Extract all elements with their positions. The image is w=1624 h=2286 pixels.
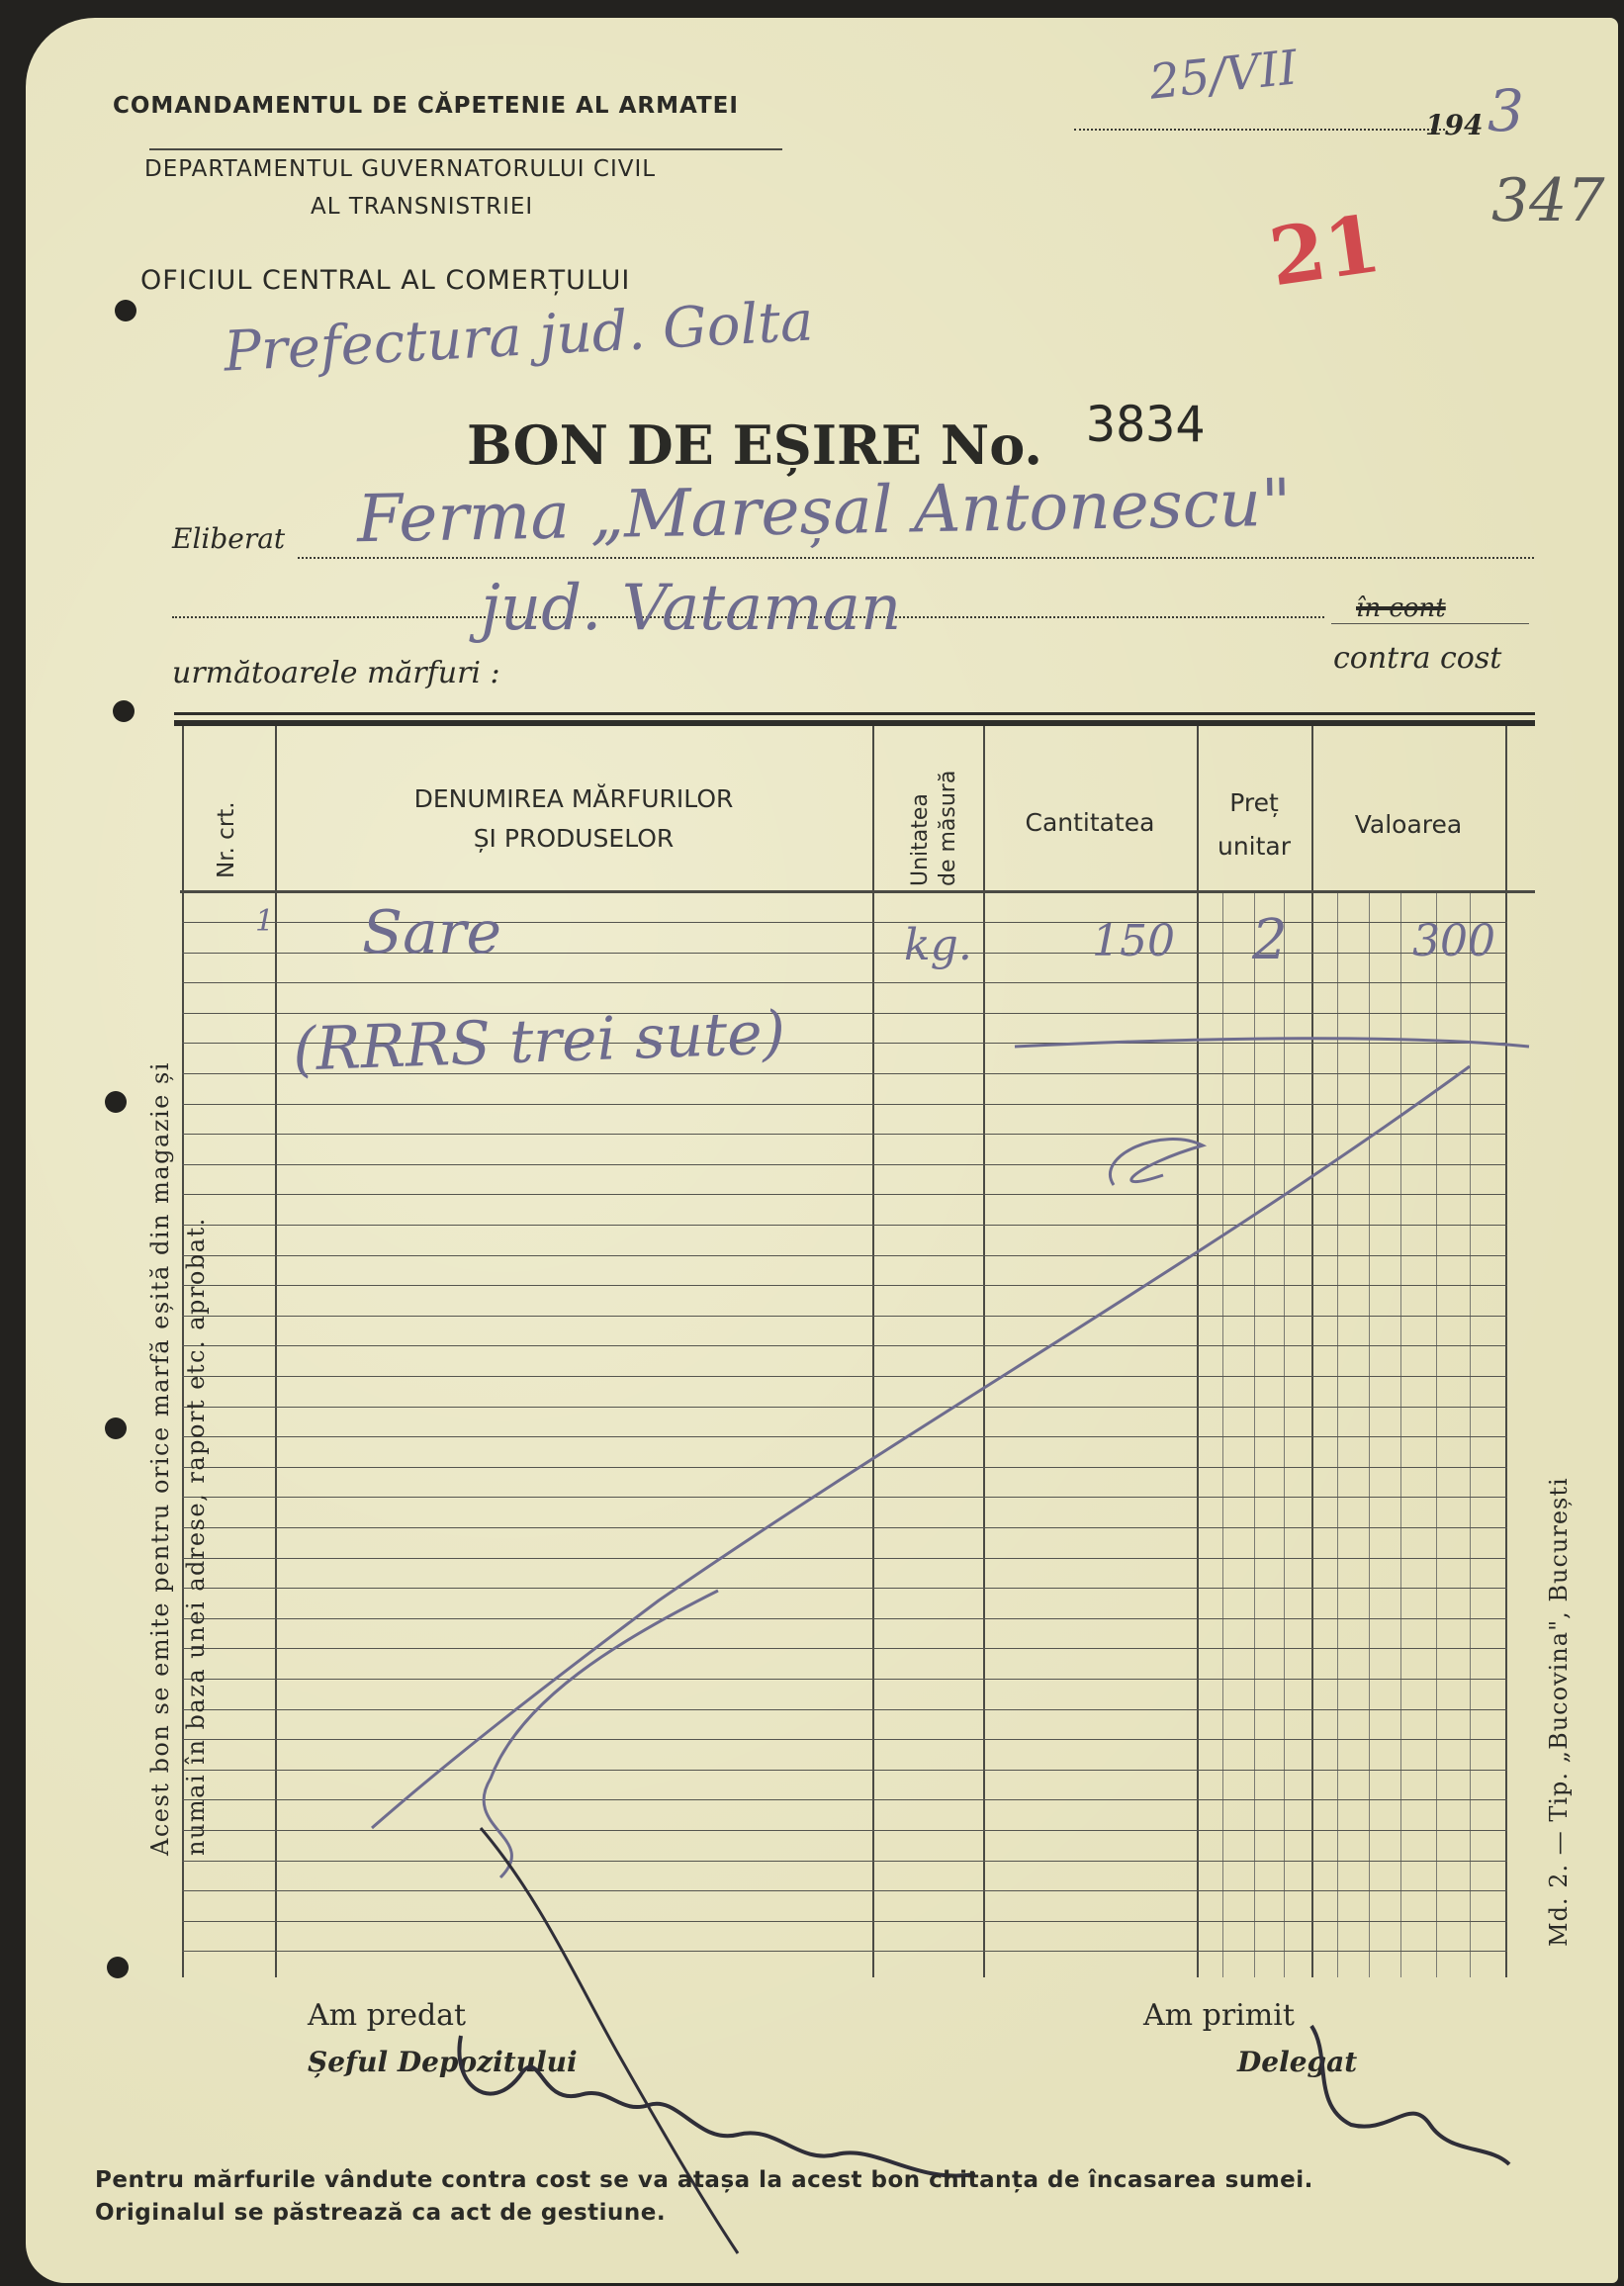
table-row-line [182,1861,1507,1862]
sign-right-2: Delegat [1237,2046,1358,2078]
header-line-2: DEPARTAMENTUL GUVERNATORULUI CIVIL [144,156,657,182]
sub-col-line [1254,893,1255,1977]
table-row-line [182,1890,1507,1891]
document-page [26,18,1618,2283]
document-title: BON DE EȘIRE No. [467,413,1043,477]
table-row-line [182,982,1507,983]
table-row-line [182,1104,1507,1105]
table-row-line [182,1830,1507,1831]
sign-left-1: Am predat [308,1998,467,2033]
header-line-3: AL TRANSNISTRIEI [311,194,534,220]
header-denumire-2: ȘI PRODUSELOR [473,824,675,853]
sub-col-line [1369,893,1370,1977]
issued-value-1: Ferma „Mareșal Antonescu" [356,464,1293,558]
row-1-cantitate: 150 [1092,916,1175,966]
header-pret-1: Preț [1229,788,1279,817]
footer-line-2: Originalul se păstrează ca act de gestiune. [95,2200,667,2226]
table-row-line [182,1648,1507,1649]
issued-value-2: jud. Vataman [481,572,902,645]
table-row-line [182,1799,1507,1800]
table-top-rule-2 [174,720,1535,726]
issued-dotted-line [298,557,1534,559]
contra-cost-label: contra cost [1333,641,1502,676]
sub-col-line [1284,893,1285,1977]
table-row-line [182,1921,1507,1922]
document-number: 3834 [1086,396,1206,453]
table-row-line [182,1164,1507,1165]
table-row-line [182,1194,1507,1195]
in-cont-label: în cont [1356,594,1446,623]
table-row-line [182,1951,1507,1952]
row-1-pret: 2 [1252,908,1288,972]
col-line [872,726,874,1977]
header-cantitate: Cantitatea [1025,808,1155,837]
year-handwritten: 3 [1488,77,1524,144]
table-row-line [182,1497,1507,1498]
printer-note: Md. 2. — Tip. „Bucovina", București [1545,1477,1573,1947]
table-row-line [182,1225,1507,1226]
table-row-line [182,1679,1507,1680]
table-row-line [182,1588,1507,1589]
in-cont-rule [1331,623,1529,624]
sign-right-1: Am primit [1143,1998,1295,2033]
header-unitate-2: de măsură [936,770,960,886]
date-dotted-line [1074,129,1445,131]
table-row-line [182,1618,1507,1619]
table-row-line [182,1285,1507,1286]
punch-hole [105,1417,127,1439]
header-valoare: Valoarea [1354,810,1463,839]
sub-col-line [1400,893,1401,1977]
table-row-line [182,1255,1507,1256]
table-row-line [182,1770,1507,1771]
punch-hole [115,300,136,321]
sub-col-line [1337,893,1338,1977]
header-unitate-1: Unitatea [908,793,933,886]
header-rule [149,148,782,150]
sign-left-2: Șeful Depozitului [308,2046,578,2078]
header-denumire-1: DENUMIREA MĂRFURILOR [413,784,734,813]
row-1-nr: 1 [255,904,275,939]
row-1-unitate: kg. [904,920,972,970]
punch-hole [113,700,135,722]
row-1-denumire: Sare [362,898,502,967]
punch-hole [105,1091,127,1113]
issued-label: Eliberat [172,522,286,555]
row-1-valoare: 300 [1412,916,1495,966]
col-line [1197,726,1199,1977]
punch-hole [107,1957,129,1978]
table-row-line [182,1376,1507,1377]
col-line [983,726,985,1977]
table-row-line [182,1345,1507,1346]
pencil-number: 347 [1491,166,1605,235]
table-row-line [182,1527,1507,1528]
header-nr: Nr. crt. [214,801,239,878]
red-number: 21 [1264,196,1387,305]
table-row-line [182,1134,1507,1135]
header-line-4: OFICIUL CENTRAL AL COMERȚULUI [140,265,631,296]
header-line-1: COMANDAMENTUL DE CĂPETENIE AL ARMATEI [113,93,739,119]
goods-label: următoarele mărfuri : [172,656,500,690]
table-row-line [182,1316,1507,1317]
table-header-rule [180,890,1535,893]
sub-col-line [1470,893,1471,1977]
col-line [1311,726,1313,1977]
table-row-line [182,1407,1507,1408]
table-row-line [182,1709,1507,1710]
sub-col-line [1222,893,1223,1977]
col-line [275,726,277,1977]
side-note-1: Acest bon se emite pentru orice marfă eșită din magazie și [146,1061,174,1856]
col-line [1505,726,1507,1977]
sub-col-line [1436,893,1437,1977]
header-pret-2: unitar [1217,832,1292,861]
footer-line-1: Pentru mărfurile vândute contra cost se va atașa la acest bon chitanța de încasarea sumei. [95,2167,1313,2193]
side-note-2: numai în baza unei adrese, raport etc. aprobat. [182,1217,210,1856]
table-row-line [182,1467,1507,1468]
year-printed: 194 [1425,109,1484,141]
table-top-rule [174,712,1535,715]
table-row-line [182,1558,1507,1559]
amount-in-words: (RRRS trei sute) [291,998,787,1085]
date-handwritten: 25/VII [1146,40,1301,111]
recipient-handwritten: Prefectura jud. Golta [222,289,815,385]
table-row-line [182,1436,1507,1437]
table-row-line [182,1739,1507,1740]
